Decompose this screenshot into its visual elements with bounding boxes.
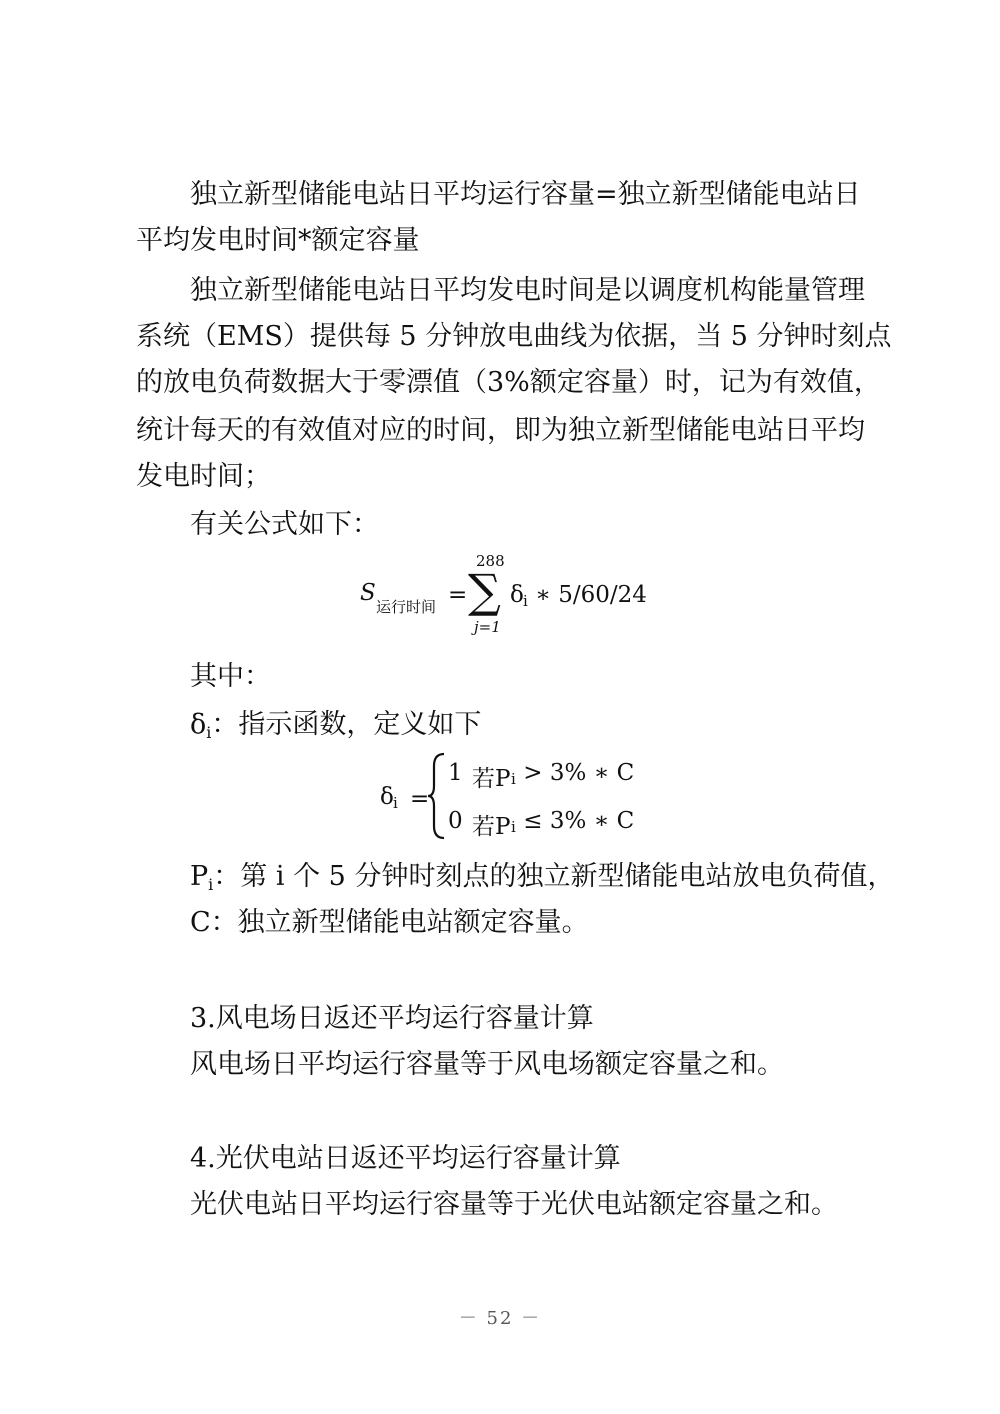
- paragraph-2-line-2: 系统（EMS）提供每 5 分钟放电曲线为依据，当 5 分钟时刻点: [136, 321, 892, 352]
- section-4-body: 光伏电站日平均运行容量等于光伏电站额定容量之和。: [190, 1189, 838, 1220]
- case2-subscript: i: [511, 818, 516, 836]
- piecewise-equals: =: [410, 786, 430, 812]
- paragraph-2-line-4: 统计每天的有效值对应的时间，即为独立新型储能电站日平均: [136, 415, 865, 446]
- case1-condition: > 3% ∗ C: [516, 760, 635, 786]
- paragraph-2-line-3: 的放电负荷数据大于零漂值（3%额定容量）时，记为有效值，: [136, 367, 881, 398]
- case2-value: 0: [448, 808, 463, 834]
- piecewise-lhs-subscript: i: [393, 794, 398, 812]
- sum-body-rest: ∗ 5/60/24: [528, 582, 647, 608]
- section-4-heading: 4.光伏电站日返还平均运行容量计算: [190, 1143, 621, 1174]
- paragraph-2-line-5: 发电时间；: [136, 461, 271, 492]
- delta-symbol: δ: [190, 709, 207, 740]
- paragraph-2-line-1: 独立新型储能电站日平均发电时间是以调度机构能量管理: [190, 275, 865, 306]
- piecewise-lhs: δ: [380, 784, 394, 810]
- delta-definition-line: [190, 702, 930, 756]
- paragraph-1-line-2: 平均发电时间*额定容量: [136, 225, 420, 256]
- section-3-body: 风电场日平均运行容量等于风电场额定容量之和。: [190, 1049, 784, 1080]
- delta-subscript: i: [206, 723, 212, 742]
- formula-intro: 有关公式如下：: [190, 509, 379, 540]
- case1-subscript: i: [511, 770, 516, 788]
- sum-upper-limit: 288: [476, 552, 505, 570]
- case1-if: 若P: [472, 766, 511, 792]
- formula-equals: =: [448, 582, 468, 608]
- case2-if: 若P: [472, 814, 511, 840]
- page-number: － 52 －: [458, 1308, 542, 1329]
- case2-condition: ≤ 3% ∗ C: [516, 808, 635, 834]
- case1-value: 1: [448, 760, 463, 786]
- sum-body-delta: δ: [510, 582, 524, 608]
- sum-lower-limit: j=1: [474, 618, 501, 636]
- pi-subscript: i: [208, 875, 214, 894]
- paragraph-1-line-1: 独立新型储能电站日平均运行容量=独立新型储能电站日: [190, 179, 861, 210]
- left-brace: [426, 752, 448, 840]
- formula-lhs-subscript: 运行时间: [376, 598, 437, 616]
- sum-body-subscript: i: [523, 592, 528, 610]
- pi-description: ：第 i 个 5 分钟时刻点的独立新型储能电站放电负荷值，: [213, 861, 895, 892]
- c-definition-line: C：独立新型储能电站额定容量。: [190, 907, 589, 938]
- sum-symbol: ∑: [468, 564, 501, 618]
- section-3-heading: 3.风电场日返还平均运行容量计算: [190, 1003, 594, 1034]
- where-label: 其中：: [190, 661, 271, 692]
- delta-description: ：指示函数，定义如下: [211, 709, 482, 740]
- formula-lhs-symbol: S: [360, 580, 376, 606]
- pi-symbol: P: [190, 861, 209, 892]
